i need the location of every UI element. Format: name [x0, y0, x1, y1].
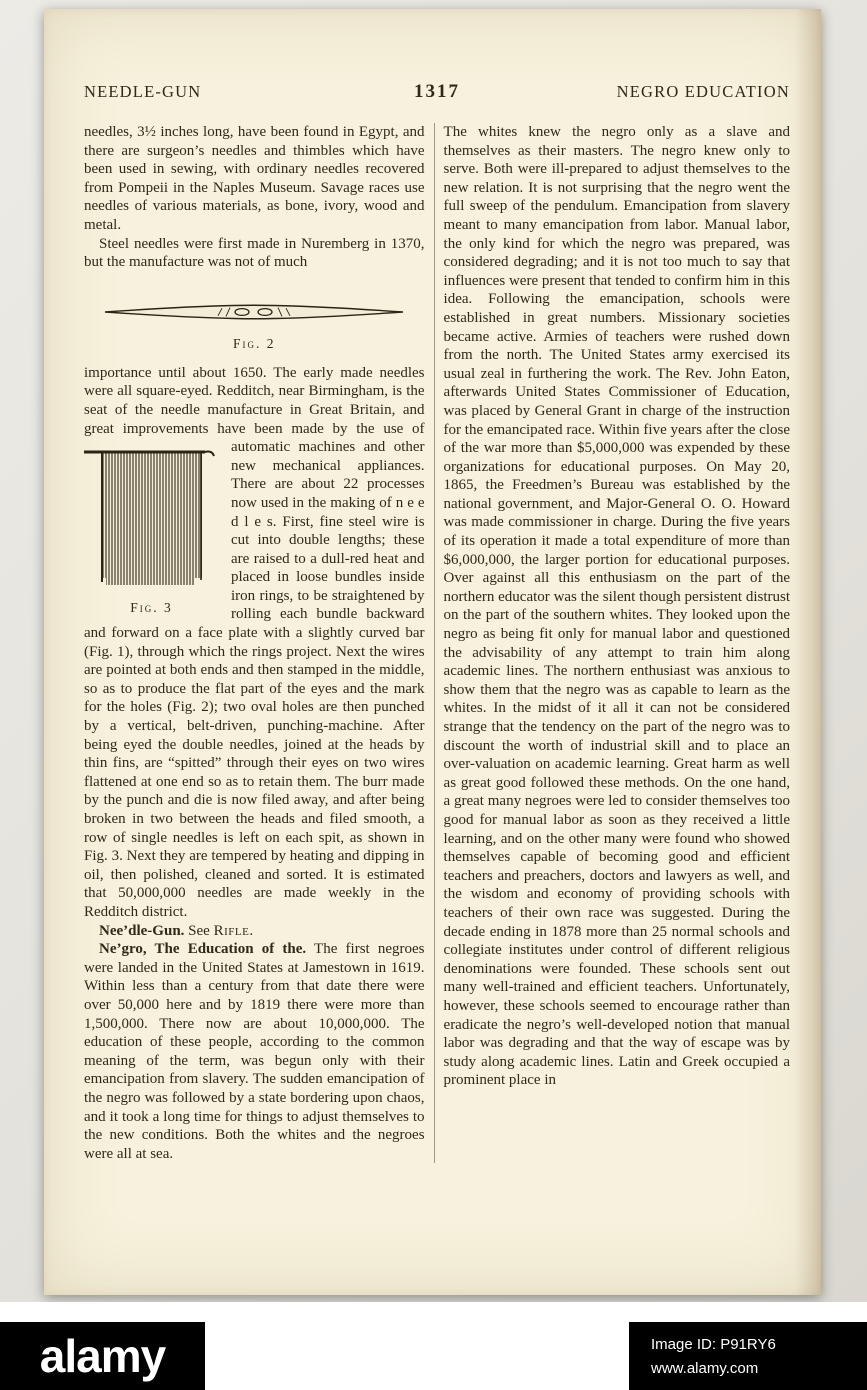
figure-3-caption: Fig. 3: [130, 600, 173, 616]
entry-text: See: [188, 922, 214, 939]
book-page: [44, 9, 821, 1295]
paragraph-negro-education-continued: The whites knew the negro only as a slave and themselves as their masters. The negro knew only to serve. Both were ill-prepared to adjust themselves to the new relation. It is not surprising that the negro went the full sweep of the pendulum. Emancipation from slavery meant to many emancipation from labor. Manual labor, the only kind for which the negro was prepared, was considered degrading; and it is not too much to say that influences were present that tended to confirm him in this idea. Following the emancipation, schools were established in great numbers. Missionary societies became active. Armies of teachers were rushed down from the north. The United States army exercised its usual zeal in furthering the work. The Rev. John Eaton, afterwards United States Commissioner of Education, was placed by General Grant in charge of the instruction for the emancipated race. Within five years after the close of the war more than $5,000,000 was expended by these organizations for educational purposes. On May 20, 1865, the Freedmen’s Bureau was established by the national government, and Major-General O. O. Howard was made commissioner in charge. During the five years of its operation it made a total expenditure of more than $6,000,000, the larger portion for educational purposes. Over against all this enthusiasm on the part of the northern educator was the silent though persistent distrust on the part of the southern whites. They looked upon the negro as being fit only for manual labor and questioned the advisability of any attempt to train him along academic lines. The northern enthusiast was anxious to show them that the negro was as capable to learn as the whites. In the midst of it all it can not be considered strange that the tendency on the part of the negro was to discount the worth of industrial skill and to place an over-valuation on academic learning. Great harm as well as great good followed these methods. On the one hand, a great many negroes were led to consider themselves too good for manual labor as soon as they received a little learning, and on the other many were found who showed themselves capable of becoming good and efficient teachers and preachers, doctors and lawyers as well, and the wisdom and economy of providing schools with teachers of their own race was suggested. During the decade ending in 1878 more than 25 normal schools and collegiate institutes under control of different religious denominations were founded. These schools sent out many well-trained and efficient teachers. Unfortunately, however, these schools seemed to encourage rather than eradicate the negro’s well-developed notion that manual labor was degrading and that the way of escape was by study along academic lines. Latin and Greek occupied a prominent place in: [443, 124, 790, 1089]
paragraph-steel-needles: Steel needles were first made in Nuremberg in 1370, but the manufacture was not of much: [84, 235, 425, 271]
entry-needle-gun: [84, 922, 425, 941]
figure-2: [84, 300, 425, 352]
paragraph-text-wrapping-figure: use of automatic machines and other new mechanical appliances. There are about 22 processes now used in the making of n e e d l e s. First, fine steel wire is cut into double lengths; these are raised to a dull-red heat and placed in loose bundles inside iron rings, to be straightened by rolling each bundle backward and forward on a face plate with a slightly curved bar (Fig. 1), through which the rings project. Next the wires are pointed at both ends and then stamped in the middle, so as to produce the flat part of the eyes and the mark for the holes (Fig. 2); two oval holes are then punched by a vertical, belt-driven, punching-machine. After being eyed the double needles, joined at the heads by thin fins, are “spitted” through their eyes on two wires flattened at one end so as to retain them. The burr made by the punch and die is now filed away, and after being broken in two between the heads and filed smooth, a row of single needles is left on each spit, as shown in Fig. 3. Next they are tempered by heating and dipping in oil, then polished, cleaned and sorted. It is estimated that 50,000,000 needles are made weekly in the Redditch district.: [84, 420, 425, 920]
two-column-text: [84, 123, 790, 1163]
running-head-right: NEGRO EDUCATION: [616, 82, 790, 101]
entry-headword: Nee’dle-Gun.: [99, 922, 185, 939]
left-column: [84, 123, 425, 1163]
right-column: [434, 123, 790, 1163]
alamy-brand-text: alamy: [39, 1330, 166, 1382]
entry-text: The first negroes were landed in the United States at Jamestown in 1619. Within less than a century from that date there were over 50,000 here and by 1819 there were more than 1,500,000. There now are about 10,000,000. The education of these people, according to the common meaning of the term, was begun only with their emancipation from slavery. The sudden emancipation of the negro was followed by a state bordering upon chaos, and it took a long time for things to adjust themselves to the new conditions. Both the whites and the negroes were all at sea.: [84, 941, 425, 1162]
entry-negro-education: [84, 940, 425, 1163]
alamy-image-info: [629, 1322, 867, 1390]
paragraph-text-before-figure: importance until about 1650. The early made needles were all square-eyed. Redditch, near Birmingham, is the seat of the needle manufacture in Great Britain, and great improvements have been made by the: [84, 364, 425, 437]
figure-3: [84, 442, 219, 617]
paragraph-needle-manufacture: [84, 364, 425, 922]
running-head-left: NEEDLE-GUN: [84, 82, 202, 101]
needle-bundle-illustration-icon: [84, 442, 219, 594]
paragraph-needles-history: needles, 3½ inches long, have been found in Egypt, and there are surgeon’s needles and thimbles which have been used in sewing, with ordinary needles recovered from Pompeii in the Naples Museum. Savage races use needles of various materials, as bone, ivory, wood and metal.: [84, 124, 425, 233]
running-head: [84, 81, 790, 103]
image-id-text: Image ID: P91RY6: [651, 1335, 776, 1353]
alamy-logo: [0, 1322, 205, 1390]
alamy-url-text: www.alamy.com: [651, 1359, 759, 1377]
page-number: 1317: [413, 81, 460, 102]
figure-2-caption: Fig. 2: [233, 335, 276, 351]
entry-headword: Ne’gro, The Education of the.: [99, 941, 307, 958]
alamy-watermark-strip: [0, 1302, 867, 1390]
cross-reference: Rifle.: [213, 922, 254, 939]
needle-illustration-icon: [104, 300, 404, 324]
